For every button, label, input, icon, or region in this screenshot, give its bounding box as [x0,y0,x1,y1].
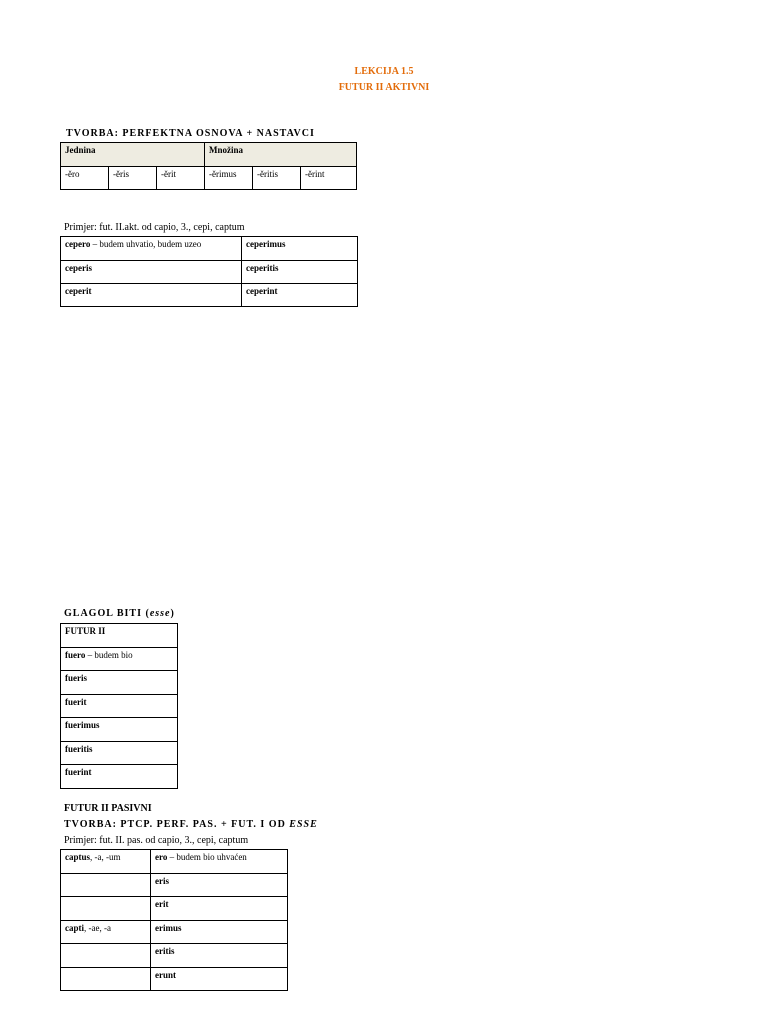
pasiv-cell: erimus [151,921,288,944]
lesson-title: LEKCIJA 1.5 [354,66,414,77]
esse-header: FUTUR II [61,624,178,648]
lesson-subtitle: FUTUR II AKTIVNI [338,82,430,93]
pasiv-cell: erit [151,897,288,921]
aktiv-example-table [60,236,358,307]
conjugation-cell: cepero – budem uhvatio, budem uzeo [61,237,242,261]
ending-cell: -ĕritis [253,167,301,190]
pasiv-cell [61,897,151,921]
esse-cell: fueritis [61,742,178,765]
esse-cell: fuerint [61,765,178,789]
conjugation-cell: ceperitis [242,261,358,284]
primjer-pasiv-text: Primjer: fut. II. pas. od capio, 3., cepi, captum [64,835,249,846]
pasiv-cell: erunt [151,968,288,991]
esse-cell: fueris [61,671,178,695]
conjugation-cell: ceperit [61,284,242,307]
pasiv-cell: eritis [151,944,288,968]
ending-cell: -ĕris [109,167,157,190]
header-jednina: Jednina [61,143,205,167]
pasiv-cell: ero – budem bio uhvaćen [151,850,288,874]
primjer-aktiv-text: Primjer: fut. II.akt. od capio, 3., cepi, captum [64,222,245,233]
ending-cell: -ĕrimus [205,167,253,190]
esse-cell: fuero – budem bio [61,648,178,671]
pasiv-example-table [60,849,288,991]
ending-cell: -ĕrit [157,167,205,190]
ending-cell: -ĕrint [301,167,357,190]
conjugation-cell: ceperint [242,284,358,307]
pasiv-cell: eris [151,874,288,897]
esse-cell: fuerit [61,695,178,718]
conjugation-cell: ceperimus [242,237,358,261]
pasiv-cell [61,968,151,991]
pasiv-cell [61,944,151,968]
esse-cell: fuerimus [61,718,178,742]
conjugation-cell: ceperis [61,261,242,284]
pasiv-tvorba-heading: TVORBA: PTCP. PERF. PAS. + FUT. I OD ESSE [64,819,318,830]
pasiv-cell [61,874,151,897]
pasiv-cell: captus, -a, -um [61,850,151,874]
header-mnozina: Množina [205,143,357,167]
ending-cell: -ĕro [61,167,109,190]
pasiv-cell: capti, -ae, -a [61,921,151,944]
esse-table [60,623,178,789]
endings-table [60,142,357,190]
tvorba-heading: TVORBA: PERFEKTNA OSNOVA + NASTAVCI [66,128,315,139]
pasiv-title: FUTUR II PASIVNI [64,803,152,814]
glagol-biti-heading: GLAGOL BITI (esse) [64,608,175,619]
